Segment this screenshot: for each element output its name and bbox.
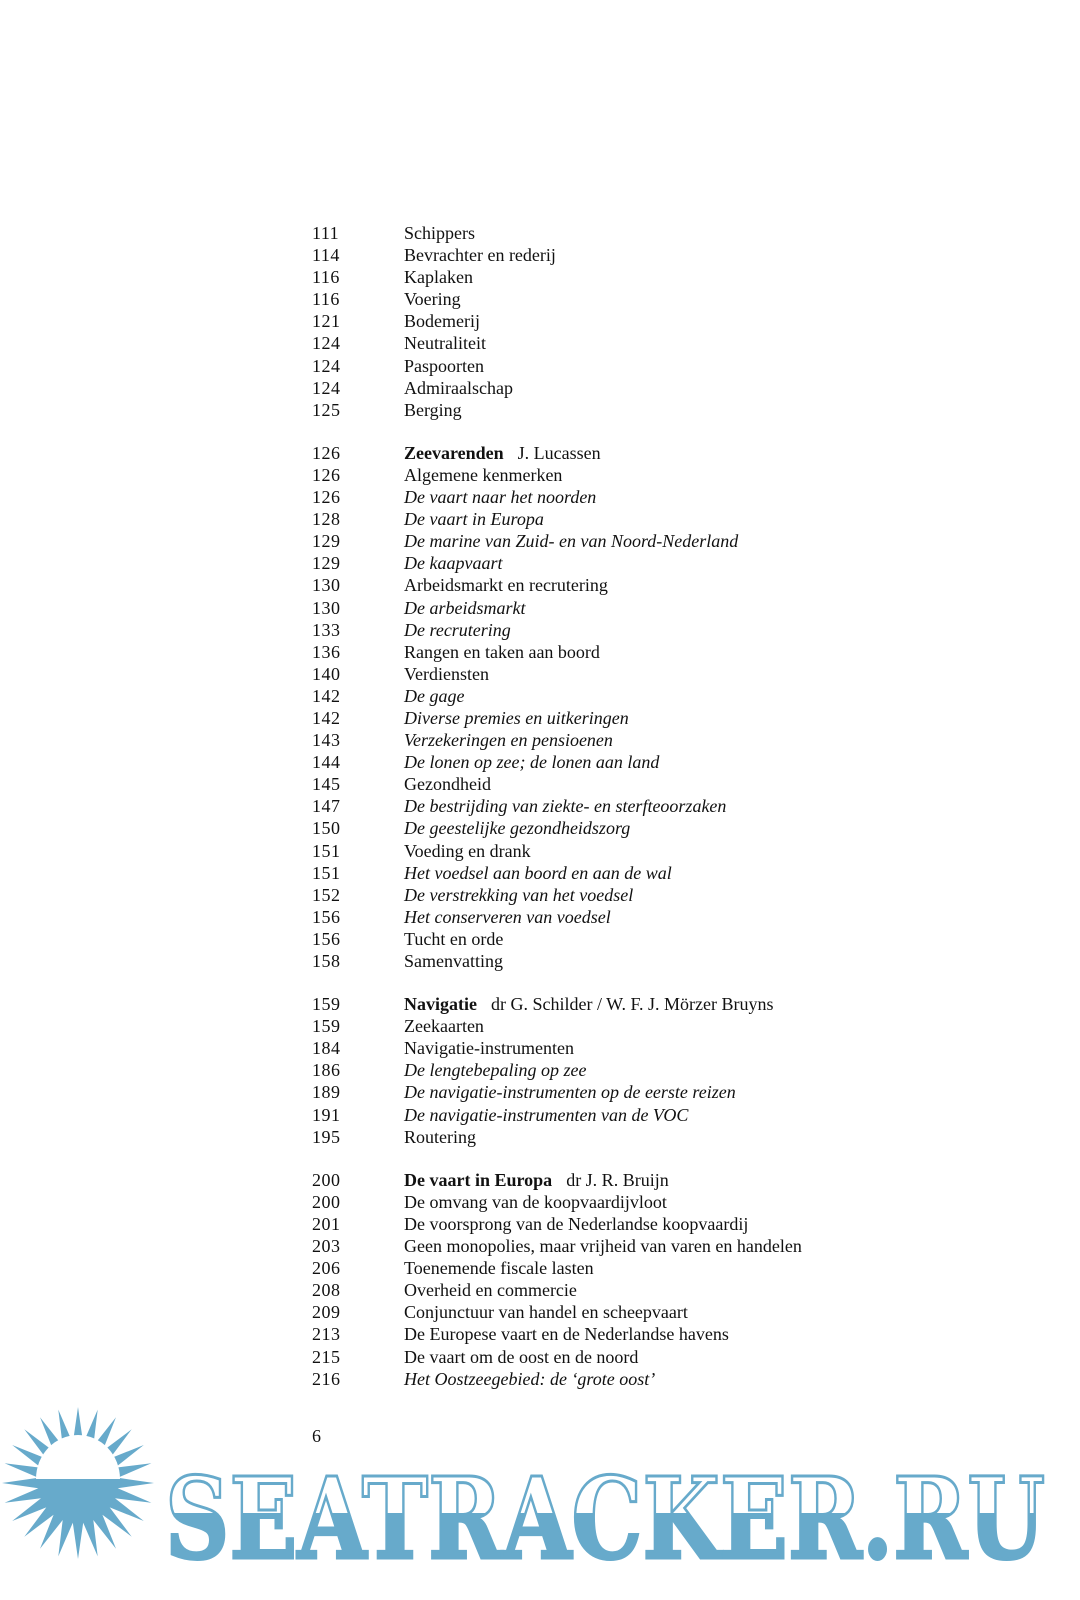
toc-title: De vaart in Europa bbox=[404, 509, 544, 530]
toc-title: De verstrekking van het voedsel bbox=[404, 884, 634, 905]
toc-title: De kaapvaart bbox=[404, 553, 503, 574]
toc-page-number: 145 bbox=[312, 774, 341, 795]
toc-title: Navigatie-instrumenten bbox=[404, 1038, 574, 1059]
toc-entry bbox=[312, 817, 1012, 839]
toc-title: Het conserveren van voedsel bbox=[404, 906, 611, 927]
toc-page-number: 158 bbox=[312, 951, 341, 971]
toc-title: Algemene kenmerken bbox=[404, 464, 563, 485]
toc-title: Tucht en orde bbox=[404, 928, 504, 949]
toc-title: Berging bbox=[404, 399, 462, 420]
toc-page-number: 126 bbox=[312, 487, 341, 508]
toc-entry bbox=[312, 906, 1012, 928]
toc-entry bbox=[312, 464, 1012, 486]
toc-heading-line bbox=[404, 993, 774, 1015]
toc-title: Het Oostzeegebied: de ‘grote oost’ bbox=[404, 1368, 656, 1389]
section-gap bbox=[312, 1148, 1012, 1169]
toc-title: Admiraalschap bbox=[404, 377, 513, 398]
toc-title: Bodemerij bbox=[404, 311, 480, 332]
toc-page-number: 191 bbox=[312, 1104, 341, 1125]
toc-entry bbox=[312, 795, 1012, 817]
toc-title: Bevrachter en rederij bbox=[404, 245, 556, 266]
toc-entry bbox=[312, 729, 1012, 751]
toc-entry bbox=[312, 1235, 1012, 1257]
toc-page-number: 156 bbox=[312, 928, 341, 949]
toc-page-number: 124 bbox=[312, 355, 341, 376]
toc-entry bbox=[312, 1346, 1012, 1368]
toc-entry bbox=[312, 1301, 1012, 1323]
toc-title: De voorsprong van de Nederlandse koopvaardij bbox=[404, 1213, 749, 1234]
toc-entry bbox=[312, 288, 1012, 310]
toc-page-number: 159 bbox=[312, 994, 341, 1015]
toc-entry bbox=[312, 486, 1012, 508]
toc-page-number: 116 bbox=[312, 289, 340, 310]
toc-entry bbox=[312, 1104, 1012, 1126]
toc-page-number: 159 bbox=[312, 1016, 341, 1037]
toc-page-number: 142 bbox=[312, 685, 341, 706]
toc-page-number: 130 bbox=[312, 575, 341, 596]
toc-entry bbox=[312, 508, 1012, 530]
toc-page-number: 114 bbox=[312, 245, 340, 266]
toc-title: Diverse premies en uitkeringen bbox=[404, 707, 629, 728]
toc-title: Het voedsel aan boord en aan de wal bbox=[404, 862, 672, 883]
toc-entry bbox=[312, 862, 1012, 884]
toc-entry bbox=[312, 884, 1012, 906]
toc-title: Paspoorten bbox=[404, 355, 484, 376]
toc-section-heading bbox=[312, 1169, 1012, 1191]
toc-entry bbox=[312, 1059, 1012, 1081]
toc-title: Rangen en taken aan boord bbox=[404, 641, 600, 662]
toc-title: De omvang van de koopvaardijvloot bbox=[404, 1191, 667, 1212]
toc-page-number: 129 bbox=[312, 553, 341, 574]
toc-title: Routering bbox=[404, 1126, 476, 1147]
toc-title: De bestrijding van ziekte- en sterfteoorzaken bbox=[404, 796, 727, 817]
toc-entry bbox=[312, 773, 1012, 795]
toc-page-number: 116 bbox=[312, 267, 340, 288]
toc-author: dr G. Schilder / W. F. J. Mörzer Bruyns bbox=[490, 994, 774, 1015]
toc-page-number: 111 bbox=[312, 223, 340, 243]
toc-title: De arbeidsmarkt bbox=[404, 597, 526, 618]
toc-page-number: 147 bbox=[312, 796, 341, 817]
toc-entry bbox=[312, 1213, 1012, 1235]
toc-entry bbox=[312, 1279, 1012, 1301]
toc-title: Toenemende fiscale lasten bbox=[404, 1258, 594, 1279]
toc-title: De vaart naar het noorden bbox=[404, 487, 597, 508]
toc-page-number: 130 bbox=[312, 597, 341, 618]
toc-title: Arbeidsmarkt en recrutering bbox=[404, 575, 608, 596]
toc-page-number: 125 bbox=[312, 399, 341, 420]
watermark-logo bbox=[0, 1405, 1080, 1600]
toc-page-number: 213 bbox=[312, 1324, 341, 1345]
toc-page-number: 206 bbox=[312, 1258, 341, 1279]
toc-page-number: 156 bbox=[312, 906, 341, 927]
sun-icon bbox=[2, 1407, 154, 1559]
toc-title: De lengtebepaling op zee bbox=[404, 1060, 587, 1081]
toc-title: De marine van Zuid- en van Noord-Nederland bbox=[404, 531, 739, 552]
toc-page-number: 189 bbox=[312, 1082, 341, 1103]
toc-page-number: 129 bbox=[312, 531, 341, 552]
toc-title: Verdiensten bbox=[404, 663, 489, 684]
toc-page-number: 133 bbox=[312, 619, 341, 640]
toc-title: De gage bbox=[404, 685, 465, 706]
toc-page-number: 151 bbox=[312, 840, 341, 861]
toc-title: Geen monopolies, maar vrijheid van varen en handelen bbox=[404, 1236, 802, 1257]
toc-page-number: 216 bbox=[312, 1368, 341, 1389]
toc-page-number: 151 bbox=[312, 862, 341, 883]
toc-entry bbox=[312, 310, 1012, 332]
toc-entry bbox=[312, 685, 1012, 707]
toc-entry bbox=[312, 1323, 1012, 1345]
toc-title: Zeekaarten bbox=[404, 1016, 484, 1037]
toc-page-number: 200 bbox=[312, 1191, 341, 1212]
toc-title: Conjunctuur van handel en scheepvaart bbox=[404, 1302, 688, 1323]
toc-title: Verzekeringen en pensioenen bbox=[404, 730, 613, 751]
toc-author: dr J. R. Bruijn bbox=[566, 1169, 669, 1190]
toc-page-number: 150 bbox=[312, 818, 341, 839]
toc-title: De Europese vaart en de Nederlandse havens bbox=[404, 1324, 729, 1345]
toc-entry bbox=[312, 1368, 1012, 1390]
toc-entry bbox=[312, 1257, 1012, 1279]
toc-author: J. Lucassen bbox=[517, 442, 601, 463]
toc-entry bbox=[312, 266, 1012, 288]
toc-page-number: 121 bbox=[312, 311, 341, 332]
toc-entry bbox=[312, 619, 1012, 641]
toc-section-title: Navigatie bbox=[404, 994, 477, 1015]
toc-entry bbox=[312, 751, 1012, 773]
toc-page-number: 152 bbox=[312, 884, 341, 905]
toc-entry bbox=[312, 1126, 1012, 1148]
toc-entry bbox=[312, 574, 1012, 596]
toc-title: De geestelijke gezondheidszorg bbox=[404, 818, 631, 839]
toc-title: De navigatie-instrumenten van de VOC bbox=[404, 1104, 689, 1125]
toc-page-number: 140 bbox=[312, 663, 341, 684]
toc-page-number: 143 bbox=[312, 730, 341, 751]
toc-page-number: 203 bbox=[312, 1236, 341, 1257]
toc-page-number: 124 bbox=[312, 333, 341, 354]
toc-title: Samenvatting bbox=[404, 951, 503, 971]
toc-heading-line bbox=[404, 442, 601, 464]
toc-title: Voeding en drank bbox=[404, 840, 531, 861]
toc-page-number: 126 bbox=[312, 464, 341, 485]
toc-entry bbox=[312, 663, 1012, 685]
toc-entry bbox=[312, 244, 1012, 266]
toc-page-number: 136 bbox=[312, 641, 341, 662]
toc-title: Kaplaken bbox=[404, 267, 473, 288]
page-number: 6 bbox=[312, 1426, 321, 1446]
toc-page-number: 186 bbox=[312, 1060, 341, 1081]
toc-entry bbox=[312, 332, 1012, 354]
toc-entry bbox=[312, 641, 1012, 663]
toc-section-title: De vaart in Europa bbox=[404, 1169, 553, 1190]
toc-entry bbox=[312, 1081, 1012, 1103]
toc-title: Gezondheid bbox=[404, 774, 491, 795]
toc-title: Voering bbox=[404, 289, 461, 310]
table-of-contents bbox=[312, 222, 1012, 1390]
toc-entry bbox=[312, 840, 1012, 862]
toc-title: Neutraliteit bbox=[404, 333, 486, 354]
toc-title: De recrutering bbox=[404, 619, 511, 640]
watermark-text: SEATRACKER.RU bbox=[165, 1454, 1045, 1585]
toc-section-heading bbox=[312, 442, 1012, 464]
toc-page-number: 208 bbox=[312, 1280, 341, 1301]
toc-title: De vaart om de oost en de noord bbox=[404, 1346, 639, 1367]
toc-page-number: 124 bbox=[312, 377, 341, 398]
toc-entry bbox=[312, 1191, 1012, 1213]
toc-section-title: Zeevarenden bbox=[404, 442, 504, 463]
toc-title: De lonen op zee; de lonen aan land bbox=[404, 752, 660, 773]
toc-entry bbox=[312, 530, 1012, 552]
toc-section-heading bbox=[312, 993, 1012, 1015]
section-gap bbox=[312, 421, 1012, 442]
toc-entry bbox=[312, 355, 1012, 377]
toc-entry bbox=[312, 1037, 1012, 1059]
toc-title: Schippers bbox=[404, 223, 475, 243]
toc-page-number: 200 bbox=[312, 1169, 341, 1190]
toc-entry bbox=[312, 377, 1012, 399]
toc-entry bbox=[312, 1015, 1012, 1037]
toc-title: Overheid en commercie bbox=[404, 1280, 577, 1301]
toc-page-number: 215 bbox=[312, 1346, 341, 1367]
toc-entry bbox=[312, 552, 1012, 574]
toc-entry bbox=[312, 222, 1012, 244]
toc-page-number: 142 bbox=[312, 707, 341, 728]
toc-heading-line bbox=[404, 1169, 669, 1191]
toc-entry bbox=[312, 399, 1012, 421]
toc-page-number: 201 bbox=[312, 1213, 341, 1234]
toc-page-number: 126 bbox=[312, 442, 341, 463]
section-gap bbox=[312, 972, 1012, 993]
toc-entry bbox=[312, 950, 1012, 972]
toc-page-number: 184 bbox=[312, 1038, 341, 1059]
toc-title: De navigatie-instrumenten op de eerste reizen bbox=[404, 1082, 736, 1103]
toc-entry bbox=[312, 597, 1012, 619]
toc-page-number: 195 bbox=[312, 1126, 341, 1147]
toc-entry bbox=[312, 707, 1012, 729]
toc-entry bbox=[312, 928, 1012, 950]
toc-page-number: 128 bbox=[312, 509, 341, 530]
toc-page-number: 209 bbox=[312, 1302, 341, 1323]
toc-page-number: 144 bbox=[312, 752, 341, 773]
